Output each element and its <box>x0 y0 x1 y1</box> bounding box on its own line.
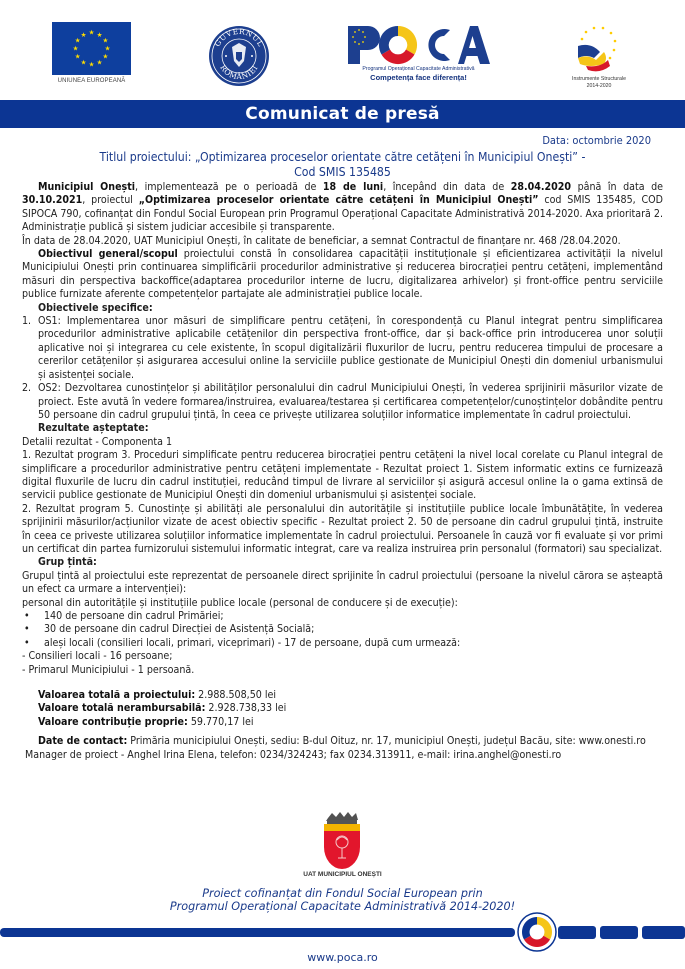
specific-objectives-list <box>22 315 663 422</box>
svg-text:GUVERNUL: GUVERNUL <box>212 26 266 49</box>
eu-star-icon: ★ <box>88 28 95 37</box>
uat-label: UAT MUNICIPIUL ONEȘTI <box>303 871 382 878</box>
onesti-coat-of-arms-icon <box>318 812 366 872</box>
project-values <box>38 689 663 729</box>
poca-emblem-icon <box>518 913 556 951</box>
document-body <box>22 134 663 762</box>
romanian-government-seal-icon <box>208 25 270 87</box>
footer-bar <box>0 912 685 952</box>
eu-star-icon: ★ <box>74 52 81 61</box>
results-subheading: Detalii rezultat - Componenta 1 <box>22 435 173 448</box>
svg-text:ROMÂNIEI: ROMÂNIEI <box>218 63 260 82</box>
eu-star-icon: ★ <box>96 58 103 67</box>
target-group-sub: personal din autoritățile și instituțiile publice locale (personal de conducere și de execuție): <box>22 596 458 609</box>
target-bullets <box>22 610 663 650</box>
poca-logo <box>346 24 491 86</box>
list-item: • 30 de persoane din cadrul Direcției de Asistență Socială; <box>24 623 315 636</box>
press-release-banner: Comunicat de presă <box>0 100 685 128</box>
objective-paragraph: Obiectivul general/scopul proiectului constă în consolidarea capacității instituționale și eficientizarea activității la nivelul Municipiului Onești prin continuarea simplificării procedurilor administrative și reducerea birocrației pentru cetățeni, implementând măsuri din perspectiva backoffice(adaptarea procedurilor interne de lucru, digitalizarea arhivelor) și front-office pentru serviciile publice furnizate aferente competențelor partajate ale administrației publice locale. <box>22 248 663 301</box>
eu-star-icon: ★ <box>104 44 111 53</box>
value-row: Valoarea totală a proiectului: 2.988.508,50 lei <box>38 689 277 702</box>
list-item: 2. OS2: Dezvoltarea cunostințelor și abilităților personalului din cadrul Municipiului Onești, în vederea sprijinirii măsurilor vizate de proiect. Este avută în vedere formarea/instruirea, evaluarea/testarea și certificarea competențelor/cunoștințelor dobândite pentru 50 persoane din cadrul grupului țintă, în ceea ce privește utilizarea soluțiilor informatice implementate în cadrul proiectului. <box>22 382 663 421</box>
eu-star-icon: ★ <box>102 52 109 61</box>
eu-star-icon: ★ <box>96 30 103 39</box>
eu-star-icon: ★ <box>72 44 79 53</box>
intro-paragraph: Municipiul Onești, implementează pe o perioadă de 18 de luni, începând din data de 28.04.2020 până în data de 30.10.2021, proiectul „Optimizarea proceselor orientate către cetățeni în Municipiul Onești” cod SMIS 135485, COD SIPOCA 790, cofinanțat din Fondul Social European prin Programul Operațional Capacitate Administrativă 2014-2020. Axa prioritară 2. Administrație publică și sistem judiciar accesibile și transparente. <box>22 181 664 234</box>
list-item: - Primarul Municipiului - 1 persoană. <box>22 663 195 676</box>
eu-label: UNIUNEA EUROPEANĂ <box>57 78 126 84</box>
eu-star-icon: ★ <box>102 36 109 45</box>
poca-slogan: Competența face diferența! <box>370 73 467 82</box>
list-item: • 140 de persoane din cadrul Primăriei; <box>24 610 224 622</box>
eu-flag-icon <box>52 22 131 75</box>
value-row: Valoare totală nerambursabilă: 2.928.738,33 lei <box>38 702 287 715</box>
results-heading: Rezultate așteptate: <box>38 422 149 435</box>
cofinancing-note: Proiect cofinanțat din Fondul Social European prin Programul Operațional Capacitate Administrativă 2014-2020! <box>169 887 516 913</box>
list-item: 1. OS1: Implementarea unor măsuri de simplificare pentru cetățeni, în corespondență cu Planul integrat pentru simplificarea procedurilor administrative aplicabile cetățenilor din perspectiva front-office, dar și back-office prin introducerea unor soluții aplicative noi și integrarea cu cele existente, în scopul digitalizării fluxurilor de lucru, pentru reducerea timpului de procesare a cererilor cetățenilor și asigurarea accesului online la serviciile publice gestionate de Municipiul Onești din domeniul urbanismului și asistenței sociale. <box>22 315 663 381</box>
header-logos <box>0 0 685 100</box>
project-manager-line: Manager de proiect - Anghel Irina Elena, telefon: 0234/324243; fax 0234.313911, e-mail: irina.anghel@onesti.ro <box>25 748 562 761</box>
eu-star-icon: ★ <box>74 36 81 45</box>
eu-star-icon: ★ <box>88 60 95 69</box>
eu-star-icon: ★ <box>80 58 87 67</box>
poca-website-link[interactable]: www.poca.ro <box>307 951 378 964</box>
specific-objectives-heading: Obiectivele specifice: <box>38 301 153 314</box>
contact-paragraph: Date de contact: Primăria municipiului Onești, sediu: B-dul Oituz, nr. 17, municipiul Onești, județul Bacău, site: www.onesti.ro <box>38 735 646 748</box>
value-row: Valoare contribuție proprie: 59.770,17 lei <box>38 715 254 728</box>
result-item: 2. Rezultat program 5. Cunostințe și abilități ale personalului din autoritățile și instituțiile publice locale îmbunătățite, în vederea sprijinirii măsurilor/acțiunilor vizate de acest obiectiv specific - Rezultat proiect 2. 50 de persoane din cadrul grupului țintă, instruite în ceea ce priveste utilizarea soluțiilor informatice implementate în cadrul proiectului. Persoanele în cauză vor fi evaluate și vor primi un certificat din partea furnizorului sistemului informatic integrat, care va realiza instruirea prin personalul (formatori) sau specializat. <box>22 502 663 555</box>
list-item: - Consilieri locali - 16 persoane; <box>22 650 173 663</box>
result-item: 1. Rezultat program 3. Proceduri simplificate pentru reducerea birocrației pentru cetățeni la nivel local corelate cu Planul integral de simplificare a procedurilor administrative pentru cetățeni implementate - Rezultat proiect 1. Sistem informatic extins ce furnizează digital fluxurile de lucru din cadrul instituției, reducând timpul de livrare al serviciilor și asigură accesul online la o gama extinsă de servicii publice gestionate de Municipiul Onești din domeniul urbanismului și asistenței sociale. <box>22 449 663 502</box>
contract-paragraph: În data de 28.04.2020, UAT Municipiul Onești, în calitate de beneficiar, a semnat Contractul de finanțare nr. 468 /28.04.2020. <box>22 234 621 247</box>
instrumente-structurale-label: Instrumente Structurale 2014-2020 <box>572 76 626 89</box>
target-group-heading: Grup țintă: <box>38 556 97 569</box>
eu-star-icon: ★ <box>80 30 87 39</box>
project-title: Titlul proiectului: „Optimizarea proceselor orientate către cetățeni în Municipiul Onești” - Cod SMIS 135485 <box>99 150 586 179</box>
target-group-intro: Grupul țintă al proiectului este reprezentat de persoanele direct sprijinite în cadrul proiectului (persoane la nivelul cărora se așteaptă un efect ca urmare a intervenției): <box>22 569 663 596</box>
poca-subtitle: Programul Operațional Capacitate Administrativă <box>362 66 475 72</box>
list-item: • aleși locali (consilieri locali, primari, viceprimari) - 17 de persoane, după cum urmează: <box>24 636 461 649</box>
release-date: Data: octombrie 2020 <box>542 134 651 147</box>
